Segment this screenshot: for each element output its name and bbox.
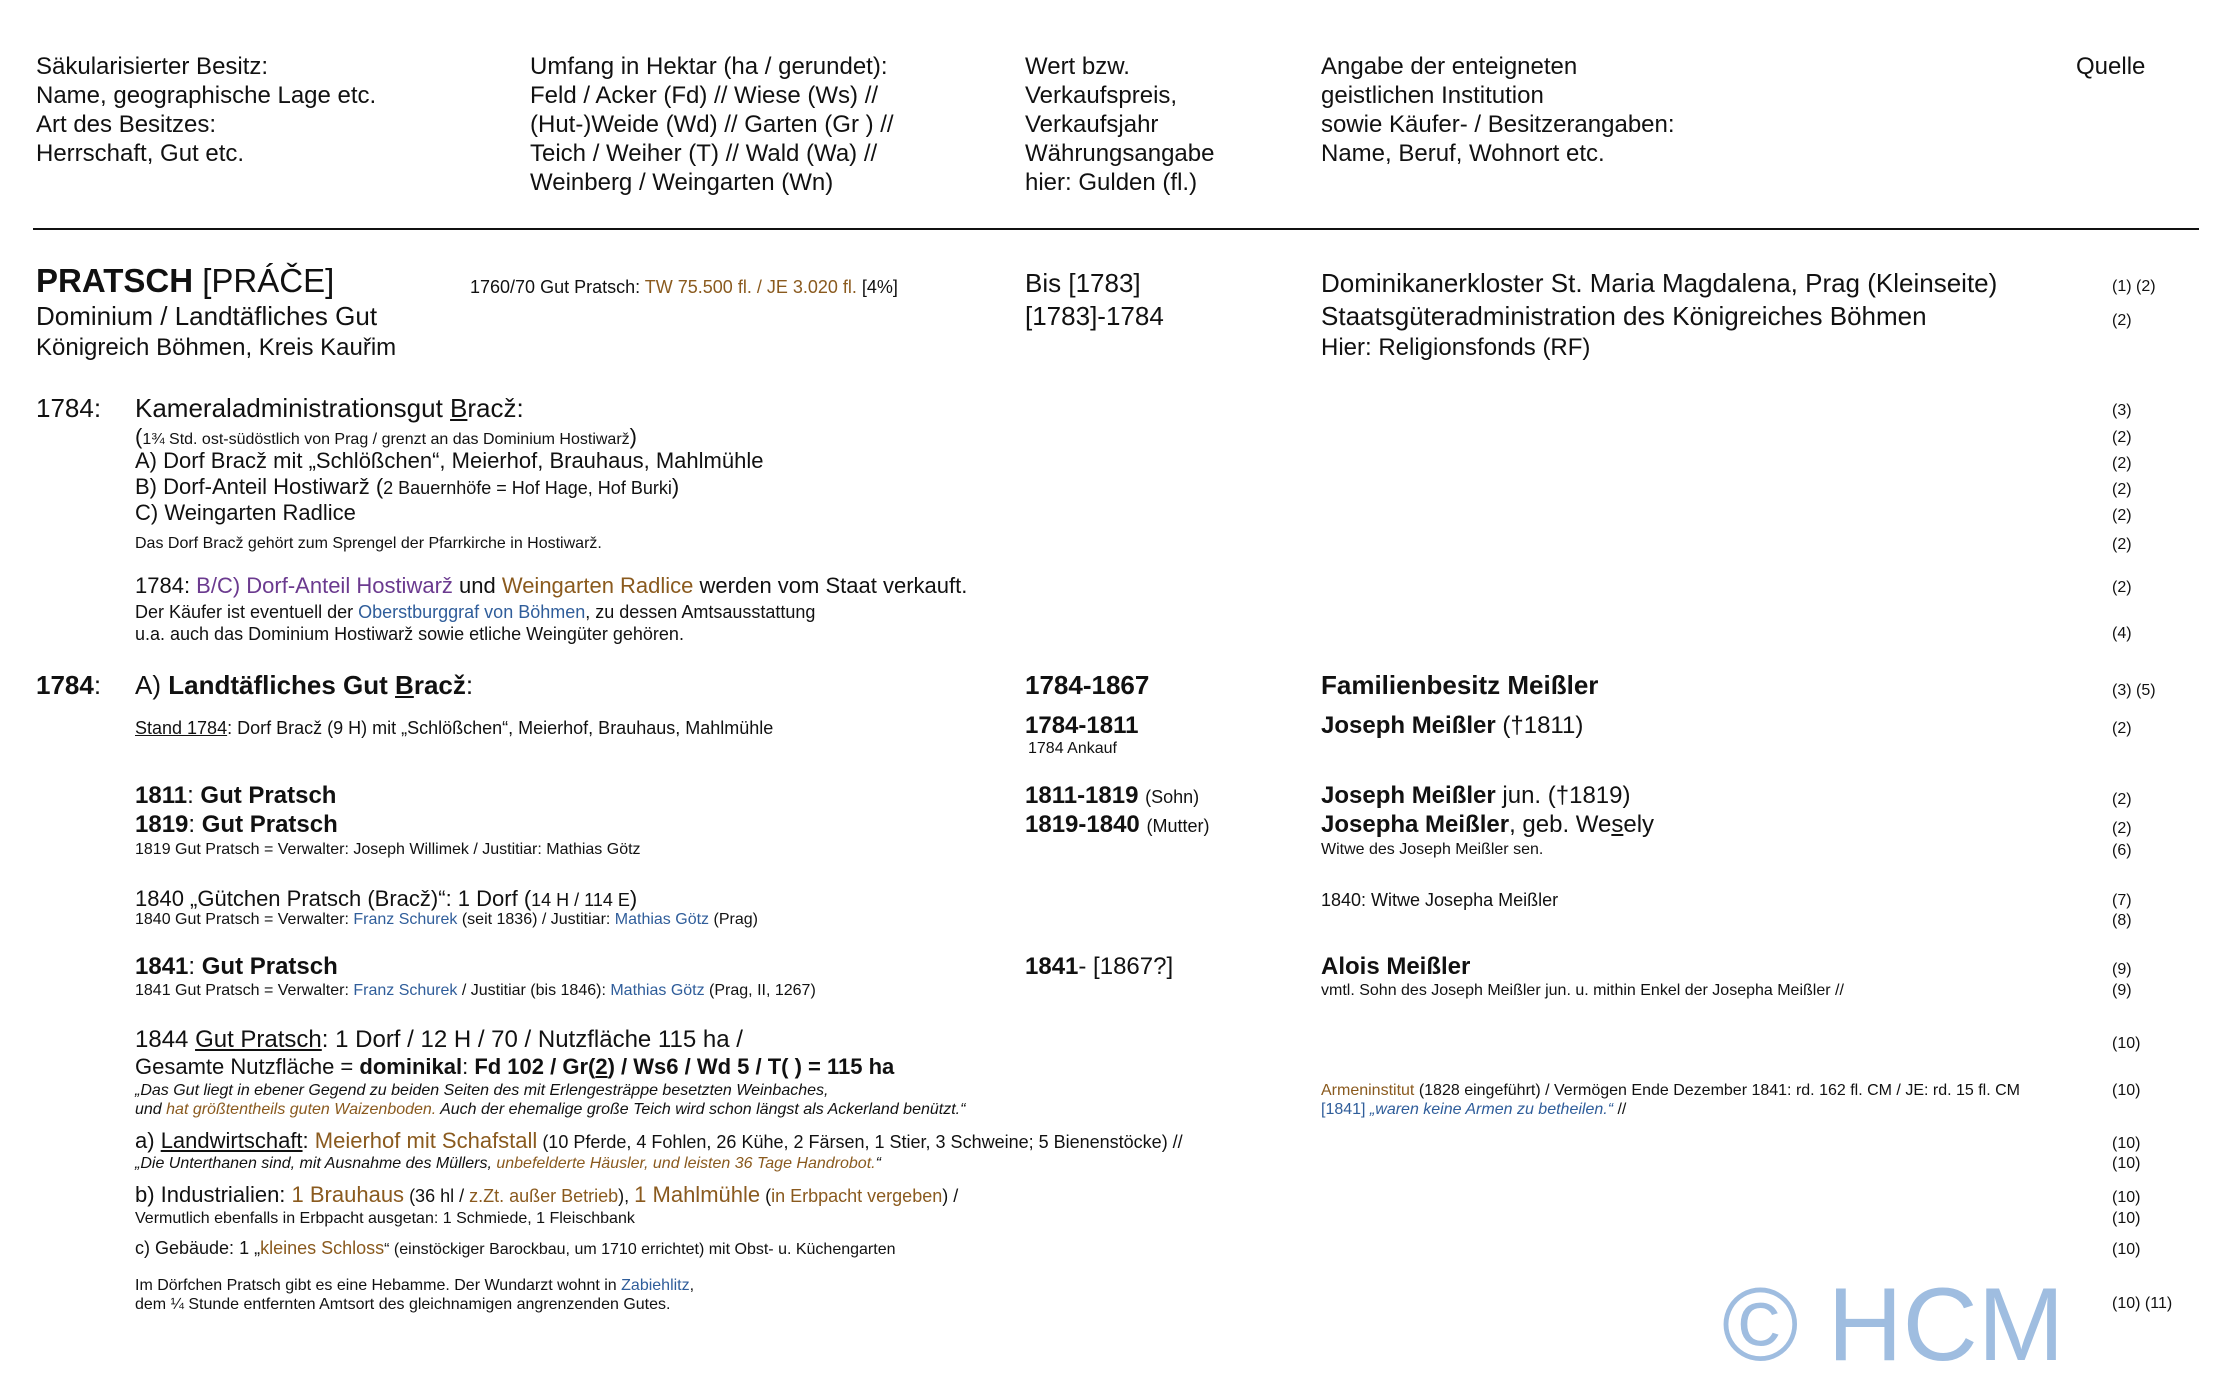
title-part: Kameraladministrationsgut xyxy=(135,393,451,423)
title-part: : xyxy=(465,670,474,700)
stand-label: Stand 1784 xyxy=(135,718,228,738)
agri-part: Landwirtschaft xyxy=(160,1128,303,1153)
header-line: sowie Käufer- / Besitzerangaben: xyxy=(1321,111,1675,138)
bld-part: “ (einstöckiger Barockbau, um 1710 errichtet) mit Obst- u. Küchengarten xyxy=(384,1241,896,1258)
header-line: geistlichen Institution xyxy=(1321,82,1544,109)
source-ref: (2) xyxy=(2112,507,2132,524)
years-range xyxy=(1025,953,1173,980)
years-bold: 1819-1840 xyxy=(1025,811,1140,838)
ind-part: z.Zt. außer Betrieb xyxy=(469,1186,619,1206)
midwife-note-2: dem ¼ Stunde entfernten Amtsort des gleichnamigen angrenzenden Gutes. xyxy=(135,1296,671,1313)
entry-part: : xyxy=(187,782,201,809)
item-b xyxy=(135,474,679,500)
section-title xyxy=(135,670,473,701)
entry-1841 xyxy=(135,953,338,980)
source-ref: (10) xyxy=(2112,1135,2141,1152)
entry-part: : xyxy=(188,811,202,838)
owner-part: ely xyxy=(1623,811,1655,838)
owner-name: Josepha Meißler xyxy=(1321,811,1510,838)
item-b-text: B) Dorf-Anteil Hostiwarž ( xyxy=(135,474,384,499)
header-line: Herrschaft, Gut etc. xyxy=(36,140,245,167)
source-ref: (2) xyxy=(2112,820,2132,837)
location-note xyxy=(135,424,637,450)
midwife-note xyxy=(135,1276,694,1295)
entry-part: 1841 xyxy=(135,953,189,980)
poor-institute-quote xyxy=(1321,1100,1626,1119)
entry-1844 xyxy=(135,1026,743,1053)
source-ref: (2) xyxy=(2112,429,2132,446)
sale-part: Weingarten Radlice xyxy=(501,573,694,598)
source-ref: (8) xyxy=(2112,912,2132,929)
header-line: Säkularisierter Besitz: xyxy=(36,53,269,80)
estate-alt-name: [PRÁČE] xyxy=(193,262,335,299)
paren: ) xyxy=(629,424,637,449)
admin-part: / Justitiar (bis 1846): xyxy=(457,982,611,999)
owner-part: s xyxy=(1611,811,1624,838)
admin-part: (Prag) xyxy=(709,911,758,928)
header-line: Verkaufsjahr xyxy=(1025,111,1159,138)
title-part: B xyxy=(395,670,414,700)
ind-part: 1 Mahlmühle xyxy=(634,1182,761,1207)
quote-line xyxy=(135,1100,965,1119)
years-bold: 1841 xyxy=(1025,953,1079,980)
admin-note xyxy=(135,981,816,1000)
item-c: C) Weingarten Radlice xyxy=(135,500,356,525)
title-part: B xyxy=(450,393,468,423)
relation: Mutter xyxy=(1152,816,1204,836)
sale-note xyxy=(135,573,967,599)
owner-note: Witwe des Joseph Meißler sen. xyxy=(1321,841,1544,858)
entry-part: Gut Pratsch xyxy=(195,1026,322,1053)
admin-part: (Prag, II, 1267) xyxy=(704,982,816,999)
buyer-part: Der Käufer ist eventuell der xyxy=(135,602,359,622)
title-part: A) xyxy=(135,670,169,700)
agri-part: Meierhof mit Schafstall xyxy=(314,1128,538,1153)
quote-part: und xyxy=(135,1101,167,1118)
owner-1: Dominikanerkloster St. Maria Magdalena, Prag (Kleinseite) xyxy=(1321,268,1998,298)
estate-type: Dominium / Landtäfliches Gut xyxy=(36,301,378,331)
agriculture xyxy=(135,1128,1183,1154)
agri-part: : xyxy=(302,1128,315,1153)
owner xyxy=(1321,712,1583,739)
ind-part: 1 Brauhaus xyxy=(291,1182,405,1207)
owner xyxy=(1321,811,1654,838)
years-note: 1784 Ankauf xyxy=(1028,740,1117,757)
source-ref: (9) xyxy=(2112,982,2132,999)
header-line: Art des Besitzes: xyxy=(36,111,217,138)
area-part: Fd 102 / Gr( xyxy=(474,1054,596,1079)
owner xyxy=(1321,782,1630,809)
admin-part: Franz Schurek xyxy=(353,982,458,999)
years-range xyxy=(1025,782,1199,809)
ind-part: ) / xyxy=(942,1186,959,1206)
header-line: Umfang in Hektar (ha / gerundet): xyxy=(530,53,888,80)
years-range: 1784-1811 xyxy=(1025,712,1139,739)
year-colon: : xyxy=(93,670,102,700)
quote-part: Auch der ehemalige große Teich wird schon längst als Ackerland benützt.“ xyxy=(436,1101,966,1118)
section-year xyxy=(36,670,101,701)
paren: ( xyxy=(135,424,143,449)
item-b-close: ) xyxy=(671,474,680,499)
title-part: Landtäfliches Gut xyxy=(168,670,396,700)
entry-part: ) xyxy=(629,886,638,911)
header-line: Verkaufspreis, xyxy=(1025,82,1178,109)
entry-part: : 1 Dorf / 12 H / 70 / Nutzfläche 115 ha / xyxy=(321,1026,743,1053)
title-part: racž xyxy=(413,670,466,700)
header-line: Angabe der enteigneten xyxy=(1321,53,1578,80)
years-note: (Sohn) xyxy=(1145,787,1200,807)
entry-part: 14 H / 114 E xyxy=(531,890,630,910)
years-1: Bis [1783] xyxy=(1025,268,1141,298)
owner-dates: (†1811) xyxy=(1495,712,1584,739)
sale-part: und xyxy=(452,573,502,598)
sale-part: 1784: xyxy=(135,573,197,598)
section-year: 1784: xyxy=(36,393,102,423)
source-ref: (6) xyxy=(2112,842,2132,859)
entry-part: Gut Pratsch xyxy=(200,782,337,809)
ind-part: in Erbpacht vergeben xyxy=(771,1186,943,1206)
header-line: Feld / Acker (Fd) // Wiese (Ws) // xyxy=(530,82,879,109)
source-ref: (3) (5) xyxy=(2112,682,2156,699)
owner-name: Joseph Meißler xyxy=(1321,782,1496,809)
header-col-extent xyxy=(530,52,894,197)
admin-part: 1840 Gut Pratsch = Verwalter: xyxy=(135,911,354,928)
sale-part: B/C) Dorf-Anteil Hostiwarž xyxy=(196,573,453,598)
area-part: : xyxy=(462,1054,475,1079)
entry-1840 xyxy=(135,886,637,912)
owner-family: Familienbesitz Meißler xyxy=(1321,670,1599,700)
entry-part: : xyxy=(188,953,202,980)
header-line: Name, geographische Lage etc. xyxy=(36,82,377,109)
source-ref: (2) xyxy=(2112,579,2132,596)
header-line: Teich / Weiher (T) // Wald (Wa) // xyxy=(530,140,878,167)
area-part: 2 xyxy=(595,1054,608,1079)
bld-part: kleines Schloss xyxy=(260,1238,385,1258)
mw-part: Zabiehlitz xyxy=(621,1277,690,1294)
source-ref: (3) xyxy=(2112,402,2132,419)
years-bold: 1811-1819 xyxy=(1025,782,1139,809)
buyer-note-2: u.a. auch das Dominium Hostiwarž sowie etliche Weingüter gehören. xyxy=(135,624,684,644)
source-ref: (2) xyxy=(2112,455,2132,472)
estate-location: Königreich Böhmen, Kreis Kauřim xyxy=(36,334,397,361)
source-ref: (4) xyxy=(2112,625,2132,642)
quote-part: „Die Unterthanen sind, mit Ausnahme des Müllers, xyxy=(135,1155,497,1172)
quote-end: // xyxy=(1613,1101,1627,1118)
source-ref: (10) xyxy=(2112,1082,2141,1099)
ind-part: ( xyxy=(760,1186,772,1206)
header-col-value xyxy=(1025,52,1214,197)
quote-line: „Das Gut liegt in ebener Gegend zu beiden Seiten des mit Erlengesträppe besetzten Weinbaches, xyxy=(135,1082,829,1099)
quote-part: unbefelderte Häusler, und leisten 36 Tage Handrobot. xyxy=(496,1155,876,1172)
header-col-source: Quelle xyxy=(2076,53,2146,80)
years-range xyxy=(1025,811,1209,838)
parish-note: Das Dorf Bracž gehört zum Sprengel der Pfarrkirche in Hostiwarž. xyxy=(135,535,602,552)
header-line: Währungsangabe xyxy=(1025,140,1215,167)
bld-part: c) Gebäude: 1 „ xyxy=(135,1238,261,1258)
admin-part: (seit 1836) / Justitiar: xyxy=(457,911,615,928)
value-tw: TW 75.500 fl. / JE 3.020 fl. xyxy=(644,277,857,297)
quote-year: [1841] xyxy=(1321,1101,1366,1118)
entry-1811 xyxy=(135,782,336,809)
owner-name: Alois Meißler xyxy=(1321,953,1471,980)
owner-2: Staatsgüteradministration des Königreiches Böhmen xyxy=(1321,301,1927,331)
institute-name: Armeninstitut xyxy=(1321,1082,1415,1099)
title-part: racž: xyxy=(467,393,524,423)
source-ref: (9) xyxy=(2112,961,2132,978)
source-ref: (1) (2) xyxy=(2112,278,2156,295)
source-ref: (2) xyxy=(2112,720,2132,737)
estate-title xyxy=(36,263,334,299)
mw-part: , xyxy=(689,1277,695,1294)
entry-part: 1844 xyxy=(135,1026,196,1053)
estate-name: PRATSCH xyxy=(36,262,194,299)
buyer-part: , zu dessen Amtsausstattung xyxy=(585,602,816,622)
header-line: Wert bzw. xyxy=(1025,53,1130,80)
area-part: ) / Ws6 / Wd 5 / T( ) = 115 ha xyxy=(607,1054,895,1079)
entry-part: 1840 „Gütchen Pratsch (Bracž)“: 1 Dorf ( xyxy=(135,886,532,911)
source-ref: (7) xyxy=(2112,892,2132,909)
stand-note xyxy=(135,717,773,739)
owner-part: , geb. We xyxy=(1509,811,1612,838)
entry-part: Gut Pratsch xyxy=(201,811,338,838)
entry-part: 1811 xyxy=(135,782,188,809)
ind-part: ), xyxy=(618,1186,635,1206)
owner-3: Hier: Religionsfonds (RF) xyxy=(1321,334,1591,361)
years-rest: - [1867?] xyxy=(1078,953,1174,980)
admin-part: Mathias Götz xyxy=(610,982,705,999)
agri-part: (10 Pferde, 4 Fohlen, 26 Kühe, 2 Färsen, 1 Stier, 3 Schweine; 5 Bienenstöcke) // xyxy=(537,1132,1183,1152)
relation: Sohn xyxy=(1151,787,1194,807)
item-a: A) Dorf Bracž mit „Schlößchen“, Meierhof, Brauhaus, Mahlmühle xyxy=(135,448,764,473)
entry-part: 1819 xyxy=(135,811,189,838)
location-text: 1¾ Std. ost-südöstlich von Prag / grenzt an das Dominium Hostiwarž xyxy=(142,431,630,448)
value-prefix: 1760/70 Gut Pratsch: xyxy=(470,277,645,297)
mw-part: Im Dörfchen Pratsch gibt es eine Hebamme. Der Wundarzt wohnt in xyxy=(135,1277,622,1294)
buildings xyxy=(135,1237,895,1259)
source-ref: (10) xyxy=(2112,1035,2141,1052)
ind-part: b) Industrialien: xyxy=(135,1182,292,1207)
source-ref: (10) xyxy=(2112,1210,2141,1227)
quote-text: „waren keine Armen zu betheilen.“ xyxy=(1365,1101,1614,1118)
section-title xyxy=(135,393,524,424)
quote-part: hat größtentheils guten Waizenboden. xyxy=(166,1101,437,1118)
admin-part: Franz Schurek xyxy=(353,911,458,928)
estate-value xyxy=(470,276,898,298)
stand-text: : Dorf Bracž (9 H) mit „Schlößchen“, Meierhof, Brauhaus, Mahlmühle xyxy=(227,718,774,738)
source-ref: (2) xyxy=(2112,312,2132,329)
admin-part: 1841 Gut Pratsch = Verwalter: xyxy=(135,982,354,999)
years-range: 1784-1867 xyxy=(1025,670,1150,700)
source-ref: (10) xyxy=(2112,1241,2141,1258)
poor-institute xyxy=(1321,1081,2020,1100)
source-ref: (2) xyxy=(2112,536,2132,553)
owner-name: Joseph Meißler xyxy=(1321,712,1496,739)
years-2: [1783]-1784 xyxy=(1025,301,1164,331)
header-divider xyxy=(33,228,2199,230)
entry-part: Gut Pratsch xyxy=(201,953,338,980)
source-ref: (2) xyxy=(2112,481,2132,498)
admin-note xyxy=(135,910,758,929)
source-ref: (10) (11) xyxy=(2112,1295,2173,1312)
buyer-note-1 xyxy=(135,601,815,623)
header-col-property xyxy=(36,52,376,168)
header-line: (Hut-)Weide (Wd) // Garten (Gr ) // xyxy=(530,111,894,138)
quote-part: “ xyxy=(875,1155,881,1172)
buyer-part: Oberstburggraf von Böhmen xyxy=(358,602,586,622)
admin-note: 1819 Gut Pratsch = Verwalter: Joseph Willimek / Justitiar: Mathias Götz xyxy=(135,841,641,858)
copyright-watermark: © HCM xyxy=(1722,1267,2065,1383)
owner-note: 1840: Witwe Josepha Meißler xyxy=(1321,890,1559,910)
owner-note: vmtl. Sohn des Joseph Meißler jun. u. mithin Enkel der Josepha Meißler // xyxy=(1321,982,1844,999)
ind-part: (36 hl / xyxy=(404,1186,470,1206)
header-line: Weinberg / Weingarten (Wn) xyxy=(530,169,834,196)
industry-note: Vermutlich ebenfalls in Erbpacht ausgetan: 1 Schmiede, 1 Fleischbank xyxy=(135,1210,635,1227)
industry xyxy=(135,1182,958,1208)
area-part: dominikal xyxy=(359,1054,463,1079)
institute-text: (1828 eingeführt) / Vermögen Ende Dezember 1841: rd. 162 fl. CM / JE: rd. 15 fl. CM xyxy=(1414,1082,2021,1099)
value-suffix: [4%] xyxy=(856,277,898,297)
admin-part: Mathias Götz xyxy=(614,911,710,928)
sale-part: werden vom Staat verkauft. xyxy=(693,573,968,598)
source-ref: (10) xyxy=(2112,1189,2141,1206)
source-ref: (10) xyxy=(2112,1155,2141,1172)
area-part: Gesamte Nutzfläche = xyxy=(135,1054,360,1079)
header-line: hier: Gulden (fl.) xyxy=(1025,169,1198,196)
entry-1819 xyxy=(135,811,338,838)
item-b-detail: 2 Bauernhöfe = Hof Hage, Hof Burki xyxy=(383,478,672,498)
agri-quote xyxy=(135,1154,881,1173)
header-col-institution xyxy=(1321,52,1675,168)
total-area xyxy=(135,1054,894,1080)
source-ref: (2) xyxy=(2112,791,2132,808)
agri-part: a) xyxy=(135,1128,161,1153)
year-bold: 1784 xyxy=(36,670,94,700)
owner-dates: jun. (†1819) xyxy=(1495,782,1631,809)
years-note: (Mutter) xyxy=(1146,816,1210,836)
header-line: Name, Beruf, Wohnort etc. xyxy=(1321,140,1605,167)
